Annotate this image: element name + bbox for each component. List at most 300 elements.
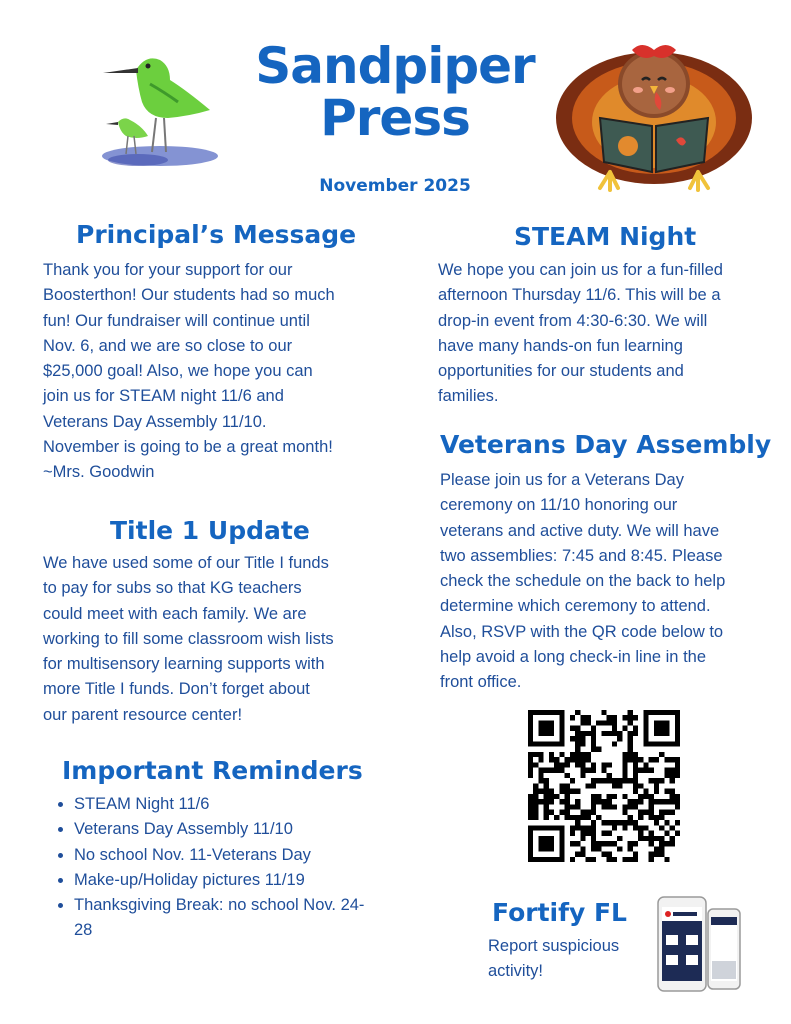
qr-module (559, 799, 564, 804)
qr-module (559, 762, 564, 767)
qr-module (622, 773, 627, 778)
qr-module (675, 794, 680, 799)
qr-module (591, 726, 596, 731)
qr-module (607, 731, 612, 736)
qr-module (591, 810, 596, 815)
qr-module (538, 773, 543, 778)
qr-module (565, 762, 570, 767)
qr-module (580, 846, 585, 851)
qr-module (580, 831, 585, 836)
qr-module (638, 799, 643, 804)
fortify-line: Report suspicious (488, 937, 620, 955)
qr-module (628, 799, 633, 804)
qr-module (659, 810, 664, 815)
qr-module (544, 778, 549, 783)
qr-module (612, 783, 617, 788)
qr-module (591, 825, 596, 830)
qr-module (538, 799, 543, 804)
steam-night-body (438, 258, 783, 410)
qr-module (612, 804, 617, 809)
qr-module (580, 736, 585, 741)
qr-module (580, 825, 585, 830)
principal-message-heading: Principal’s Message (76, 220, 357, 249)
qr-module (638, 825, 643, 830)
qr-module (586, 815, 591, 820)
qr-module (596, 747, 601, 752)
qr-module (643, 789, 648, 794)
qr-module (554, 768, 559, 773)
qr-module (664, 831, 669, 836)
qr-module (544, 799, 549, 804)
qr-module (601, 720, 606, 725)
qr-module (580, 715, 585, 720)
qr-module (559, 752, 564, 757)
qr-module (601, 831, 606, 836)
veterans-line: front office. (440, 673, 522, 692)
qr-module (575, 757, 580, 762)
qr-finder-bottom-left (528, 825, 565, 862)
qr-module (670, 768, 675, 773)
qr-module (565, 783, 570, 788)
qr-module (586, 810, 591, 815)
qr-module (649, 810, 654, 815)
veterans-day-heading: Veterans Day Assembly (440, 430, 772, 459)
masthead-title-line2: Press (320, 89, 470, 147)
principal-line: fun! Our fundraiser will continue until (43, 311, 310, 330)
qr-module (622, 825, 627, 830)
qr-module (633, 762, 638, 767)
steam-line: We hope you can join us for a fun-filled (438, 261, 723, 279)
qr-module (528, 804, 533, 809)
steam-night-heading: STEAM Night (514, 222, 697, 251)
qr-module (580, 741, 585, 746)
qr-module (591, 778, 596, 783)
qr-module (528, 773, 533, 778)
qr-module (670, 836, 675, 841)
qr-module (664, 841, 669, 846)
veterans-day-body (440, 468, 785, 696)
qr-module (596, 778, 601, 783)
qr-module (554, 815, 559, 820)
qr-module (528, 794, 533, 799)
qr-module (670, 810, 675, 815)
qr-module (633, 825, 638, 830)
qr-module (628, 710, 633, 715)
qr-module (586, 825, 591, 830)
qr-module (659, 836, 664, 841)
qr-module (617, 836, 622, 841)
qr-module (575, 804, 580, 809)
qr-module (638, 794, 643, 799)
qr-module (649, 804, 654, 809)
qr-module (612, 825, 617, 830)
fortify-line: activity! (488, 962, 544, 981)
qr-module (533, 815, 538, 820)
qr-module (607, 799, 612, 804)
qr-module (649, 799, 654, 804)
qr-module (591, 831, 596, 836)
qr-module (549, 799, 554, 804)
qr-module (654, 799, 659, 804)
qr-module (664, 768, 669, 773)
qr-module (659, 841, 664, 846)
reminders-heading: Important Reminders (62, 756, 363, 785)
qr-module (565, 773, 570, 778)
qr-module (591, 846, 596, 851)
principal-line: Boosterthon! Our students had so much (43, 286, 335, 305)
qr-module (670, 799, 675, 804)
qr-module (664, 799, 669, 804)
qr-module (549, 794, 554, 799)
qr-module (628, 804, 633, 809)
qr-module (528, 799, 533, 804)
qr-module (601, 799, 606, 804)
qr-module (633, 799, 638, 804)
qr-module (591, 841, 596, 846)
qr-finder-top-right (643, 710, 680, 747)
qr-module (617, 783, 622, 788)
qr-module (580, 815, 585, 820)
qr-module (565, 789, 570, 794)
qr-module (601, 768, 606, 773)
qr-module (601, 778, 606, 783)
reminder-item: • Thanksgiving Break: no school Nov. 24-28 (74, 893, 374, 944)
qr-module (633, 852, 638, 857)
qr-module (570, 736, 575, 741)
qr-module (601, 710, 606, 715)
qr-module (659, 752, 664, 757)
veterans-line: veterans and active duty. We will have (440, 521, 720, 540)
qr-module (670, 789, 675, 794)
qr-module (607, 841, 612, 846)
qr-module (586, 752, 591, 757)
qr-module (622, 794, 627, 799)
principal-line: November is going to be a great month! (43, 438, 333, 457)
title1-line: We have used some of our Title I funds (43, 554, 329, 572)
qr-module (580, 752, 585, 757)
qr-module (612, 820, 617, 825)
qr-module (649, 836, 654, 841)
qr-module (580, 836, 585, 841)
qr-module (649, 778, 654, 783)
title1-line: to pay for subs so that KG teachers (43, 579, 302, 598)
qr-module (565, 810, 570, 815)
principal-line: $25,000 goal! Also, we hope you can (43, 362, 313, 381)
qr-module (570, 825, 575, 830)
qr-module (633, 715, 638, 720)
reminder-item: • STEAM Night 11/6 (74, 792, 374, 817)
qr-module (654, 846, 659, 851)
qr-module (628, 846, 633, 851)
qr-module (612, 715, 617, 720)
qr-module (601, 762, 606, 767)
qr-module (528, 768, 533, 773)
qr-module (617, 820, 622, 825)
qr-module (643, 794, 648, 799)
qr-module (575, 815, 580, 820)
principal-line: Nov. 6, and we are so close to our (43, 336, 293, 355)
qr-module (633, 778, 638, 783)
qr-module (638, 831, 643, 836)
qr-module (654, 789, 659, 794)
qr-module (596, 720, 601, 725)
qr-module (675, 762, 680, 767)
steam-line: drop-in event from 4:30-6:30. We will (438, 311, 708, 330)
qr-module (628, 815, 633, 820)
qr-module (664, 757, 669, 762)
reminder-item: • Veterans Day Assembly 11/10 (74, 817, 374, 842)
qr-module (675, 757, 680, 762)
qr-module (575, 825, 580, 830)
qr-module (591, 783, 596, 788)
qr-module (643, 810, 648, 815)
qr-module (580, 731, 585, 736)
qr-module (643, 825, 648, 830)
qr-finder-top-left (528, 710, 565, 747)
qr-module (670, 841, 675, 846)
qr-module (601, 804, 606, 809)
qr-module (575, 726, 580, 731)
veterans-line: help avoid a long check-in line in the (440, 648, 707, 667)
qr-module (544, 810, 549, 815)
qr-module (575, 852, 580, 857)
qr-module (591, 762, 596, 767)
qr-module (570, 715, 575, 720)
qr-module (570, 841, 575, 846)
qr-module (607, 773, 612, 778)
veterans-line: Also, RSVP with the QR code below to (440, 622, 724, 641)
qr-module (544, 768, 549, 773)
steam-line: afternoon Thursday 11/6. This will be a (438, 286, 721, 305)
qr-module (654, 815, 659, 820)
qr-module (628, 757, 633, 762)
qr-module (633, 783, 638, 788)
qr-module (628, 741, 633, 746)
qr-module (628, 820, 633, 825)
qr-module (575, 752, 580, 757)
qr-module (570, 778, 575, 783)
qr-module (533, 752, 538, 757)
qr-module (622, 715, 627, 720)
qr-module (554, 757, 559, 762)
qr-module (643, 836, 648, 841)
qr-module (586, 831, 591, 836)
qr-module (654, 783, 659, 788)
qr-module (538, 778, 543, 783)
qr-module (628, 736, 633, 741)
qr-module (559, 768, 564, 773)
qr-module (580, 757, 585, 762)
qr-module (607, 720, 612, 725)
qr-module (596, 794, 601, 799)
qr-module (575, 747, 580, 752)
qr-module (607, 820, 612, 825)
qr-module (633, 768, 638, 773)
qr-module (575, 741, 580, 746)
qr-module (654, 757, 659, 762)
qr-module (586, 783, 591, 788)
qr-module (591, 804, 596, 809)
qr-module (544, 783, 549, 788)
fortify-app-phones-icon (656, 895, 742, 995)
qr-module (649, 857, 654, 862)
qr-module (612, 720, 617, 725)
principal-line: join us for STEAM night 11/6 and (43, 387, 284, 406)
qr-module (670, 757, 675, 762)
qr-module (596, 846, 601, 851)
title1-update-body (43, 551, 403, 728)
masthead-title (230, 37, 560, 147)
qr-module (633, 726, 638, 731)
qr-module (675, 773, 680, 778)
qr-module (633, 731, 638, 736)
qr-module (622, 752, 627, 757)
reminders-list (52, 792, 374, 944)
qr-module (580, 768, 585, 773)
qr-module (570, 815, 575, 820)
qr-module (638, 810, 643, 815)
qr-module (544, 815, 549, 820)
qr-module (575, 731, 580, 736)
qr-module (538, 757, 543, 762)
qr-module (628, 715, 633, 720)
qr-module (628, 841, 633, 846)
veterans-line: check the schedule on the back to help (440, 572, 726, 591)
qr-module (654, 778, 659, 783)
qr-module (533, 794, 538, 799)
qr-module (528, 815, 533, 820)
qr-module (675, 831, 680, 836)
qr-module (586, 757, 591, 762)
qr-module (575, 841, 580, 846)
qr-module (612, 794, 617, 799)
principal-message-body (43, 258, 403, 486)
title1-line: our parent resource center! (43, 705, 243, 724)
qr-module (659, 778, 664, 783)
qr-module (591, 741, 596, 746)
qr-module (659, 825, 664, 830)
qr-module (533, 804, 538, 809)
qr-module (607, 857, 612, 862)
qr-module (565, 799, 570, 804)
qr-module (559, 810, 564, 815)
fortify-fl-heading: Fortify FL (492, 898, 627, 927)
qr-module (591, 736, 596, 741)
qr-module (591, 820, 596, 825)
qr-module (649, 794, 654, 799)
qr-module (628, 747, 633, 752)
principal-line: Veterans Day Assembly 11/10. (43, 412, 267, 431)
qr-module (596, 841, 601, 846)
qr-module (628, 778, 633, 783)
qr-module (617, 778, 622, 783)
qr-module (643, 768, 648, 773)
qr-module (580, 762, 585, 767)
qr-module (675, 804, 680, 809)
qr-module (664, 857, 669, 862)
qr-module (601, 852, 606, 857)
qr-module (565, 804, 570, 809)
qr-module (580, 810, 585, 815)
qr-module (659, 846, 664, 851)
qr-module (622, 762, 627, 767)
qr-module (649, 841, 654, 846)
qr-module (633, 857, 638, 862)
qr-module (649, 815, 654, 820)
qr-module (628, 731, 633, 736)
title1-line: for multisensory learning supports with (43, 655, 325, 674)
qr-module (549, 789, 554, 794)
title1-line: could meet with each family. We are (43, 604, 307, 623)
qr-module (591, 794, 596, 799)
qr-module (591, 768, 596, 773)
qr-module (607, 831, 612, 836)
qr-module (591, 836, 596, 841)
qr-module (628, 752, 633, 757)
qr-module (586, 768, 591, 773)
qr-module (528, 752, 533, 757)
qr-module (617, 846, 622, 851)
qr-module (633, 773, 638, 778)
principal-signature: ~Mrs. Goodwin (43, 463, 155, 482)
qr-module (528, 762, 533, 767)
qr-module (664, 773, 669, 778)
qr-module (607, 804, 612, 809)
qr-module (654, 852, 659, 857)
qr-module (607, 715, 612, 720)
qr-module (575, 789, 580, 794)
qr-module (580, 720, 585, 725)
sandpiper-bird-illustration (98, 40, 223, 170)
qr-module (659, 852, 664, 857)
qr-module (570, 752, 575, 757)
qr-module (565, 794, 570, 799)
qr-module (607, 852, 612, 857)
qr-module (570, 831, 575, 836)
rsvp-qr-code[interactable] (528, 710, 680, 862)
qr-module (601, 731, 606, 736)
title1-line: working to fill some classroom wish lists (43, 629, 334, 648)
qr-module (575, 710, 580, 715)
qr-module (649, 852, 654, 857)
qr-module (544, 794, 549, 799)
qr-module (549, 757, 554, 762)
qr-module (675, 768, 680, 773)
masthead-title-line1: Sandpiper (255, 37, 535, 95)
qr-module (544, 804, 549, 809)
qr-module (622, 726, 627, 731)
qr-module (533, 799, 538, 804)
qr-module (596, 799, 601, 804)
qr-module (607, 794, 612, 799)
qr-module (586, 715, 591, 720)
qr-module (586, 731, 591, 736)
fortify-fl-body (488, 934, 648, 985)
qr-module (528, 810, 533, 815)
qr-module (544, 789, 549, 794)
steam-line: have many hands-on fun learning (438, 336, 683, 355)
qr-module (538, 752, 543, 757)
qr-module (622, 857, 627, 862)
qr-module (559, 789, 564, 794)
qr-module (617, 736, 622, 741)
qr-module (622, 757, 627, 762)
qr-module (538, 768, 543, 773)
qr-module (586, 720, 591, 725)
qr-module (549, 810, 554, 815)
qr-module (612, 741, 617, 746)
qr-module (549, 752, 554, 757)
